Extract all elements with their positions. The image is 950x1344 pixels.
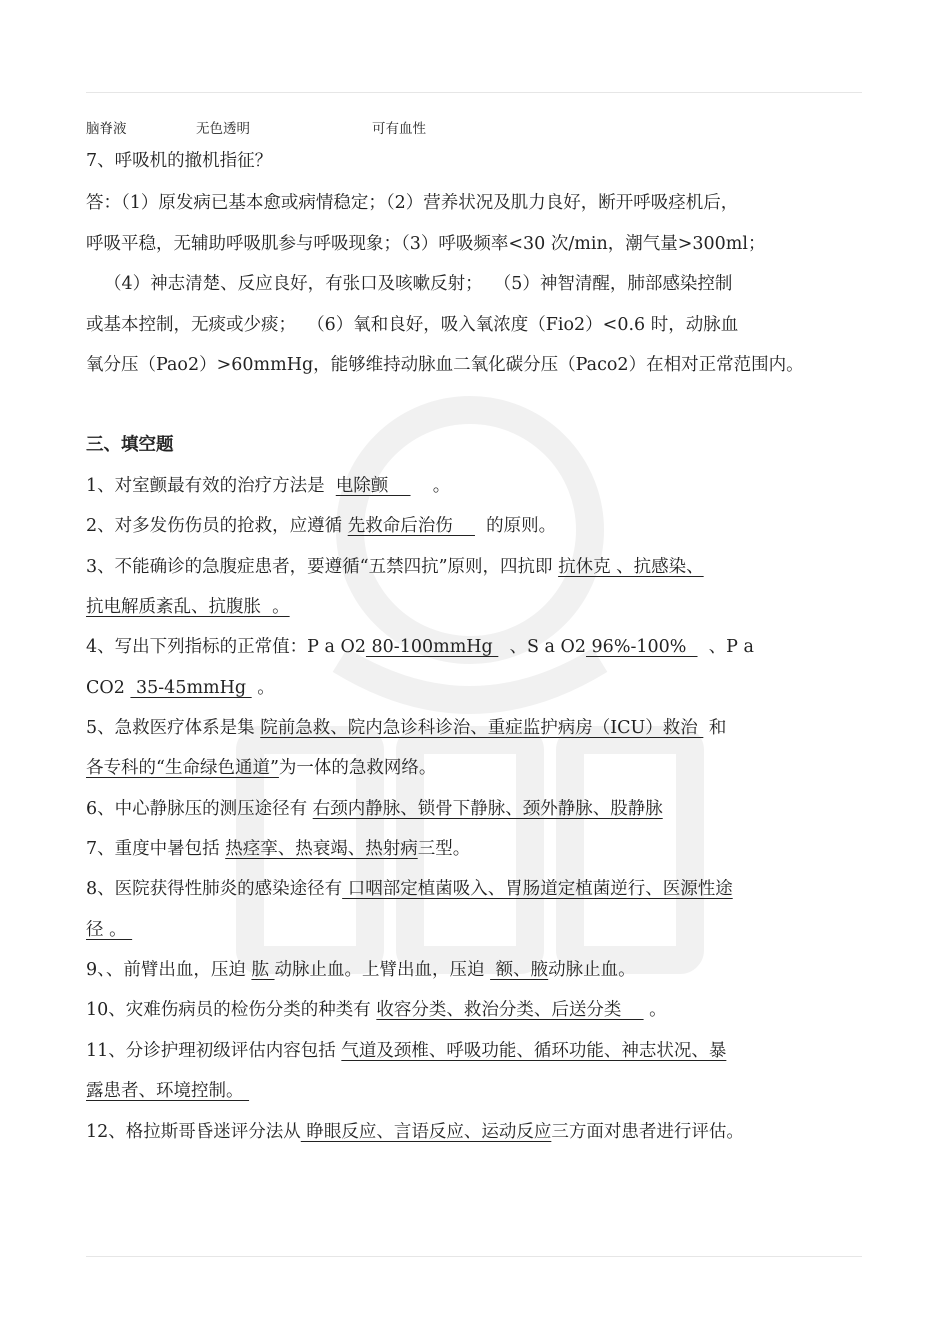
answer-line: 或基本控制，无痰或少痰； （6）氧和良好，吸入氧浓度（Fio2）<0.6 时，动脉血 (86, 315, 739, 335)
answer-line: 答：（1）原发病已基本愈或病情稳定；（2）营养状况及肌力良好，断开呼吸痉机后， (86, 193, 739, 213)
fill-item-11: 11、分诊护理初级评估内容包括 气道及颈椎、呼吸功能、循环功能、神志状况、暴 (86, 1041, 727, 1061)
footer-rule (86, 1256, 862, 1257)
section-title: 三、填空题 (86, 435, 174, 455)
fill-item-5: 5、急救医疗体系是集 院前急救、院内急诊科诊治、重症监护病房（ICU）救治 和 (86, 718, 727, 738)
fill-item-3: 3、不能确诊的急腹症患者，要遵循“五禁四抗”原则，四抗即 抗休克 、抗感染、 (86, 557, 704, 577)
table-cell-2: 无色透明 (196, 121, 250, 137)
header-rule (86, 92, 862, 93)
fill-item-9: 9、、前臂出血，压迫 肱 动脉止血。上臂出血，压迫 额、腋动脉止血。 (86, 960, 636, 980)
fill-item-5-cont: 各专科的“生命绿色通道”为一体的急救网络。 (86, 758, 437, 778)
table-cell-3: 可有血性 (372, 121, 426, 137)
answer-line: 氧分压（Pao2）>60mmHg，能够维持动脉血二氧化碳分压（Paco2）在相对正常范围内。 (86, 355, 804, 375)
fill-item-2: 2、对多发伤伤员的抢救，应遵循 先救命后治伤 的原则。 (86, 516, 557, 536)
question-7-title: 7、呼吸机的撤机指征？ (86, 151, 273, 171)
fill-item-7: 7、重度中暑包括 热痉挛、热衰竭、热射病三型。 (86, 839, 471, 859)
fill-item-8-cont: 径 。 (86, 920, 133, 940)
fill-item-8: 8、医院获得性肺炎的感染途径有 口咽部定植菌吸入、胃肠道定植菌逆行、医源性途 (86, 879, 733, 899)
answer-line: 呼吸平稳，无辅助呼吸肌参与呼吸现象；（3）呼吸频率<30 次/min，潮气量>300ml； (86, 234, 766, 254)
fill-item-4-cont: CO2 35-45mmHg 。 (86, 678, 275, 698)
fill-item-12: 12、格拉斯哥昏迷评分法从 睁眼反应、言语反应、运动反应三方面对患者进行评估。 (86, 1122, 744, 1142)
fill-item-11-cont: 露患者、环境控制。 (86, 1081, 250, 1101)
fill-item-10: 10、灾难伤病员的检伤分类的种类有 收容分类、救治分类、后送分类 。 (86, 1000, 667, 1020)
fill-item-4: 4、写出下列指标的正常值：P a O2 80-100mmHg 、S a O2 96%-100% 、P a (86, 637, 754, 657)
fill-item-1: 1、对室颤最有效的治疗方法是 电除颤 。 (86, 476, 451, 496)
fill-item-3-cont: 抗电解质紊乱、抗腹胀 。 (86, 597, 290, 617)
answer-line: （4）神志清楚、反应良好，有张口及咳嗽反射； （5）神智清醒，肺部感染控制 (104, 274, 733, 294)
table-cell-1: 脑脊液 (86, 121, 127, 137)
fill-item-6: 6、中心静脉压的测压途径有 右颈内静脉、锁骨下静脉、颈外静脉、股静脉 (86, 799, 663, 819)
